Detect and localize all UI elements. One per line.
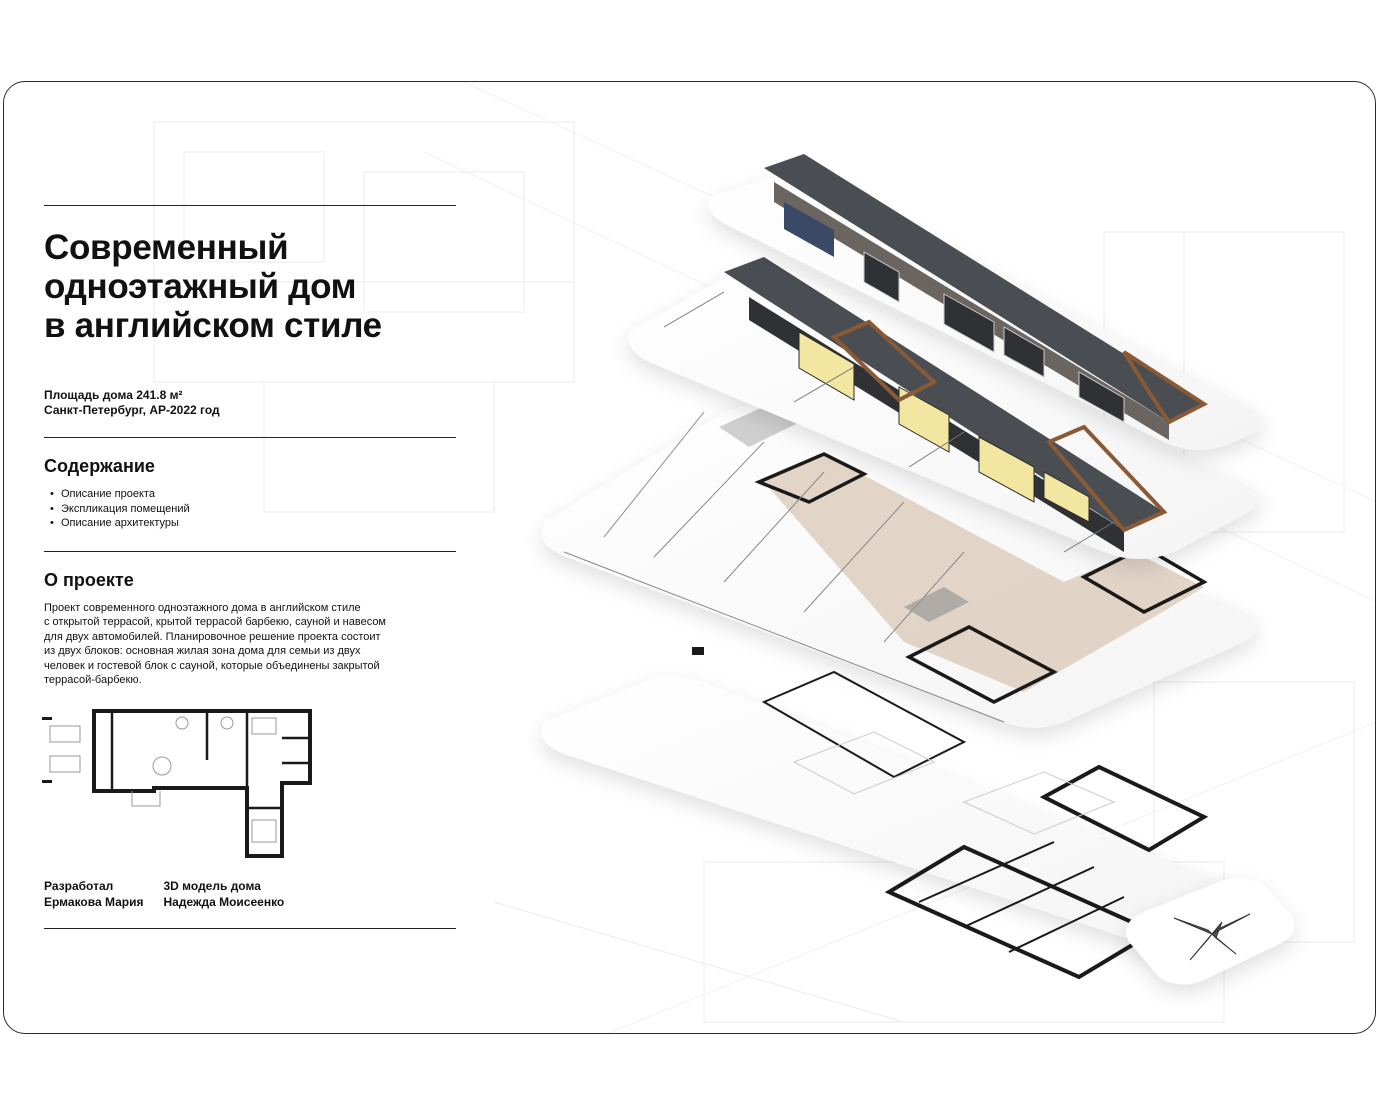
title-line: Современный <box>44 228 289 267</box>
contents-item: • Описание архитектуры <box>44 516 456 531</box>
credit-label: 3D модель дома <box>163 878 261 893</box>
title-line: одноэтажный дом <box>44 267 357 306</box>
about-line: с открытой террасой, крытой террасой барбекю, сауной и навесом <box>44 616 386 628</box>
project-meta <box>44 388 456 418</box>
credit-name: Надежда Моисеенко <box>163 894 285 909</box>
project-location: Санкт-Петербург, АР-2022 год <box>44 403 220 417</box>
credit-3d-model <box>164 878 285 910</box>
contents-heading: Содержание <box>44 456 155 476</box>
divider <box>44 437 456 438</box>
about-line: для двух автомобилей. Планировочное решение проекта состоит <box>44 630 381 643</box>
about-text <box>44 601 456 688</box>
about-heading: О проекте <box>44 569 134 590</box>
title-line: в английском стиле <box>44 306 382 345</box>
contents-list <box>44 487 456 531</box>
page-title <box>44 228 456 345</box>
poster-frame <box>3 81 1376 1034</box>
house-area: Площадь дома 241.8 м² <box>44 388 183 402</box>
credit-developer <box>44 878 144 910</box>
credit-name: Ермакова Мария <box>44 894 144 909</box>
contents-item: • Описание проекта <box>44 487 456 502</box>
contents-item: • Экспликация помещений <box>44 502 456 517</box>
about-line: из двух блоков: основная жилая зона дома для семьи из двух <box>44 645 361 657</box>
info-column <box>44 205 456 929</box>
about-line: Проект современного одноэтажного дома в английском стиле <box>44 601 361 614</box>
about-line: террасой-барбекю. <box>44 674 142 686</box>
credits <box>44 878 456 910</box>
divider <box>44 205 456 206</box>
credit-label: Разработал <box>44 878 114 893</box>
divider <box>44 928 456 929</box>
about-line: человек и гостевой блок с сауной, которые объединены закрытой <box>44 659 380 672</box>
mini-floor-plan <box>42 708 332 858</box>
divider <box>44 551 456 552</box>
